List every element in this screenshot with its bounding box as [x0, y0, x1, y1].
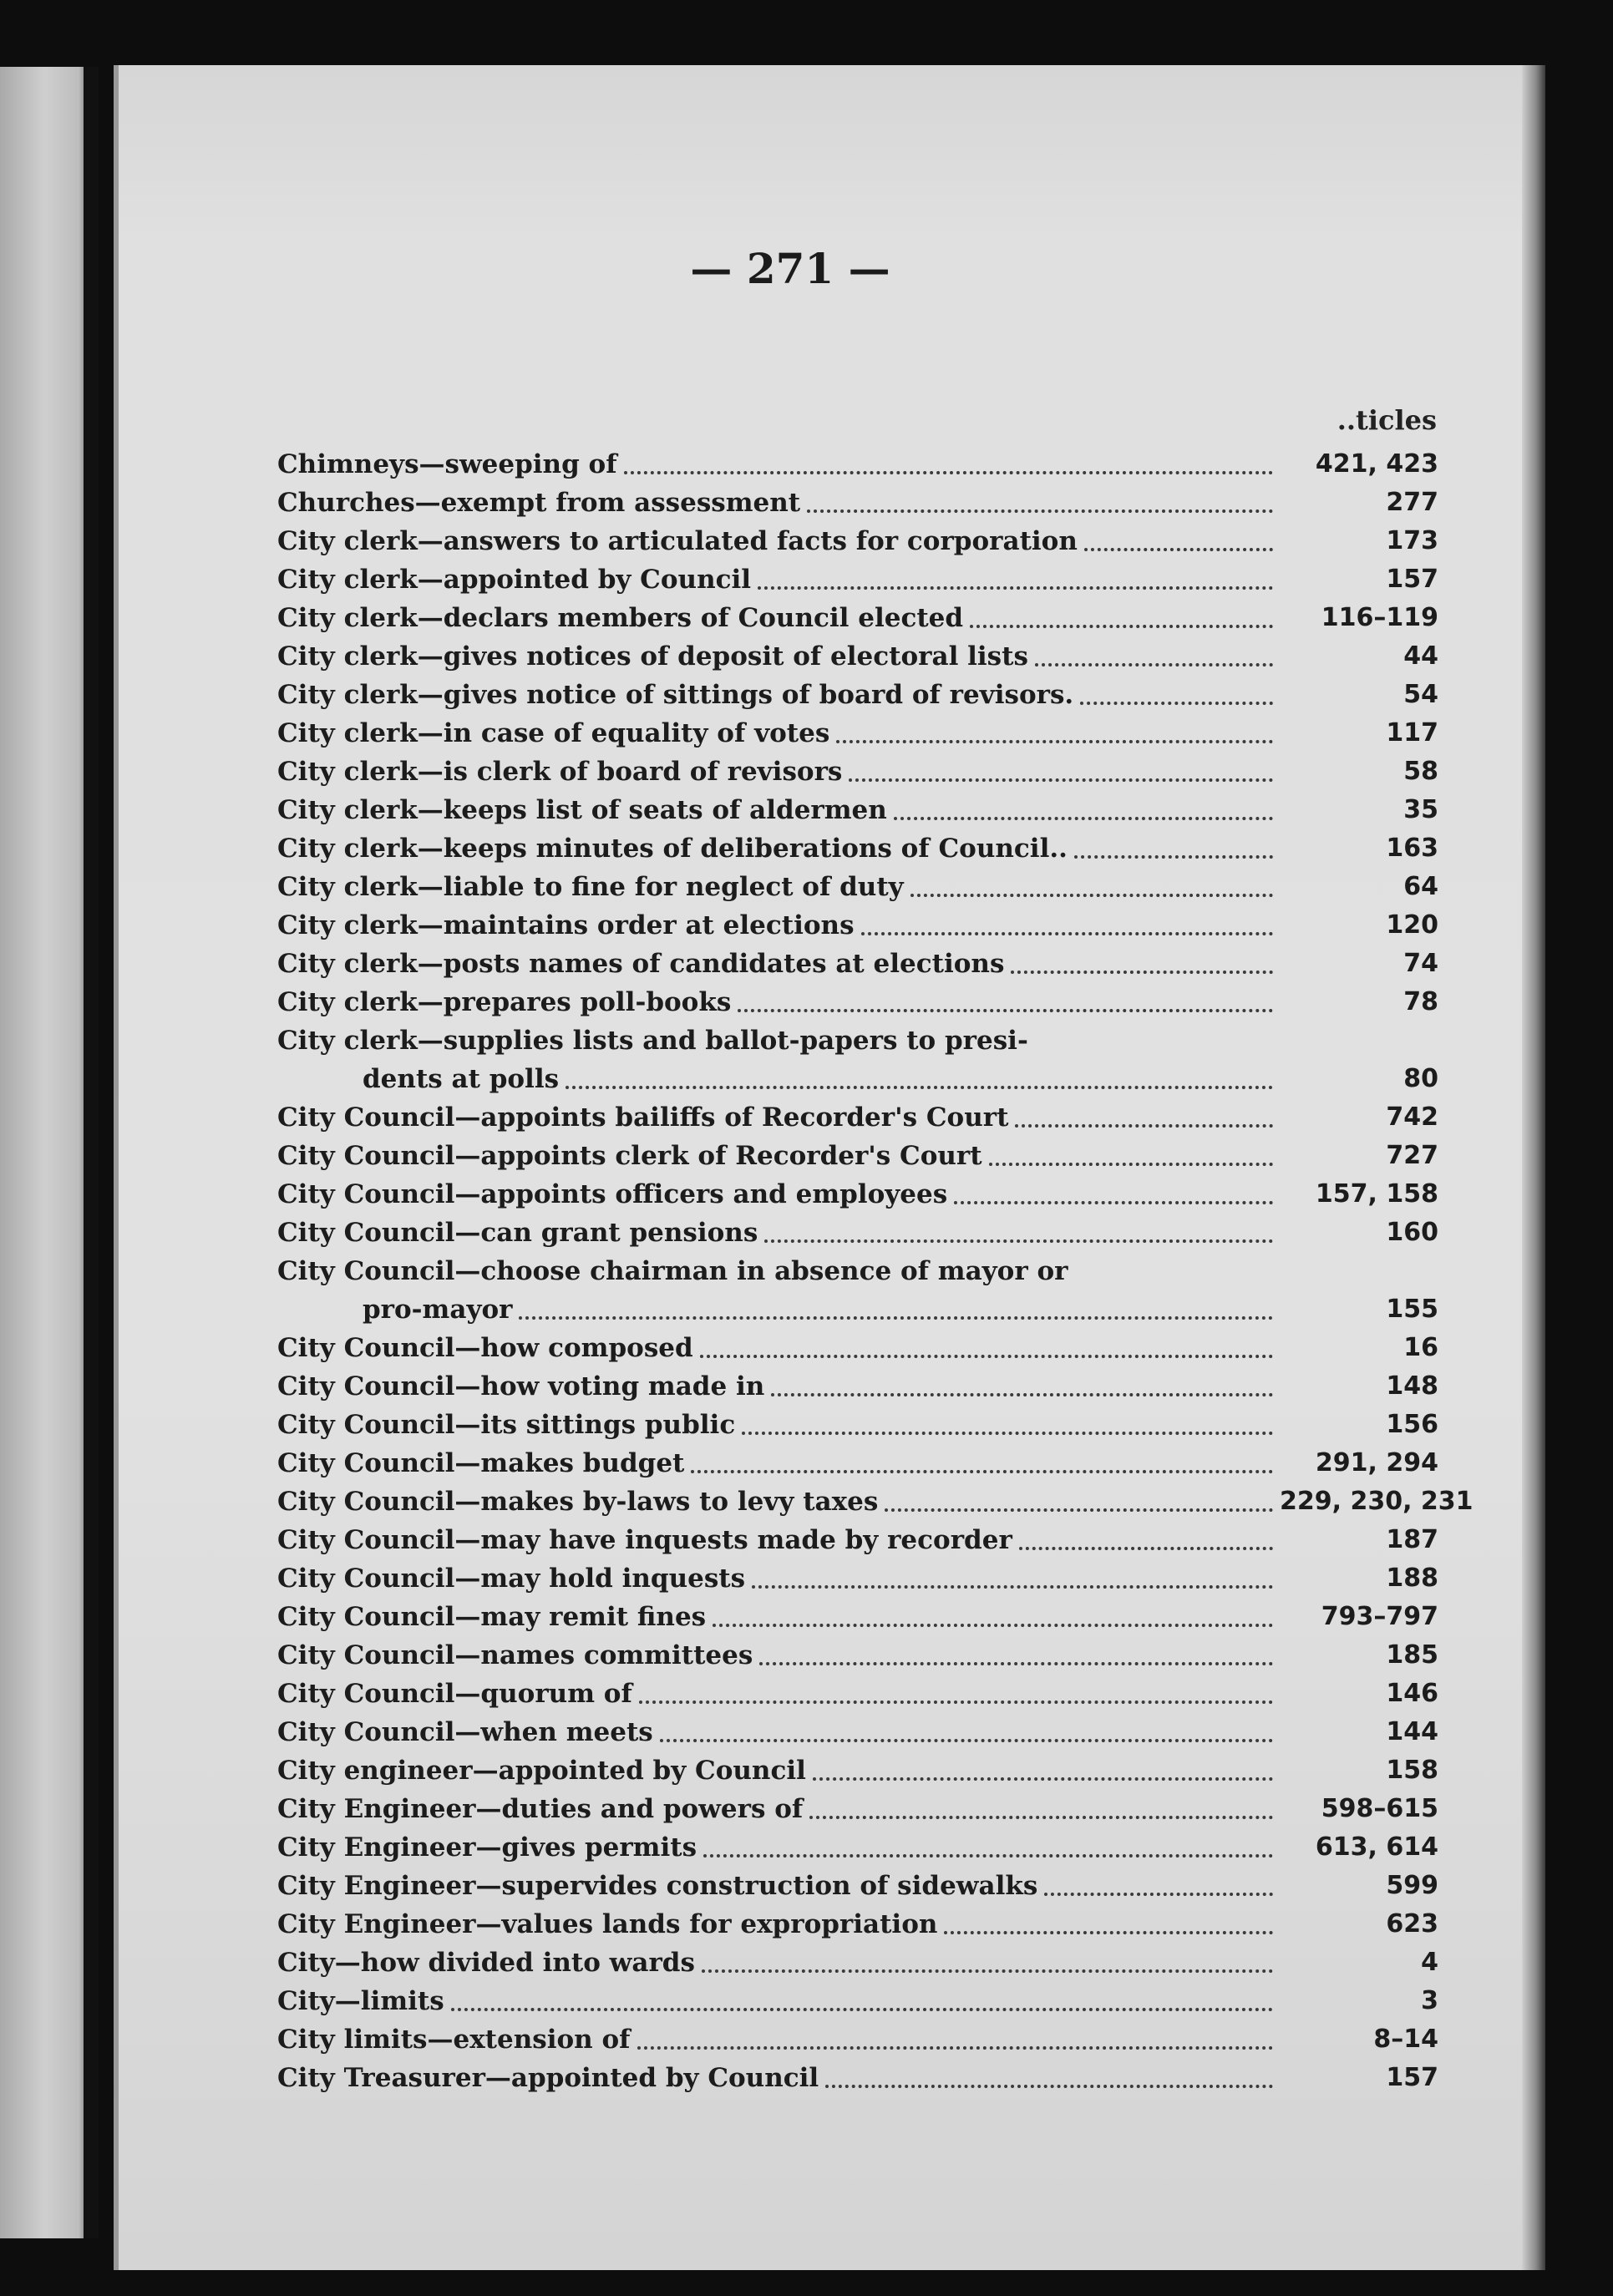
index-entry [277, 676, 1438, 714]
dot-leader [451, 2008, 1273, 2011]
index-entry [277, 1444, 1438, 1483]
entry-subject: City clerk—supplies lists and ballot-papers to presi- [277, 1026, 1028, 1056]
entry-articles: 58 [1403, 757, 1438, 786]
index-entry [277, 1252, 1438, 1290]
entry-subject: City—how divided into wards [277, 1948, 695, 1978]
entry-articles: 116–119 [1321, 603, 1438, 632]
dot-leader [758, 586, 1273, 590]
entry-articles: 157 [1386, 565, 1438, 594]
entry-subject: City Council—how composed [277, 1333, 693, 1363]
dot-leader [703, 1854, 1273, 1858]
entry-articles: 229, 230, 231 [1280, 1487, 1474, 1516]
entry-subject: City Council—may hold inquests [277, 1564, 746, 1594]
entry-subject: City clerk—gives notices of deposit of electoral lists [277, 641, 1028, 672]
entry-articles: 146 [1386, 1679, 1438, 1708]
dot-leader [660, 1739, 1273, 1742]
entry-subject: City clerk—is clerk of board of revisors [277, 757, 843, 787]
entry-articles: 173 [1386, 526, 1438, 555]
entry-articles: 277 [1386, 488, 1438, 517]
dot-leader [759, 1662, 1273, 1665]
entry-articles: 421, 423 [1315, 449, 1438, 479]
dot-leader [624, 471, 1273, 474]
entry-articles: 598–615 [1321, 1794, 1438, 1823]
dot-leader [566, 1086, 1273, 1089]
entry-subject: City Engineer—gives permits [277, 1832, 697, 1863]
entry-subject: City Treasurer—appointed by Council [277, 2063, 819, 2093]
dot-leader [970, 625, 1273, 628]
articles-column-header: ..ticles [1337, 404, 1437, 436]
index-entry-continuation [277, 1060, 1438, 1098]
entry-subject: City clerk—prepares poll-books [277, 987, 732, 1017]
entry-articles: 188 [1386, 1564, 1438, 1593]
index-entry [277, 1713, 1438, 1751]
entry-subject: City engineer—appointed by Council [277, 1756, 806, 1786]
entry-subject: City clerk—answers to articulated facts for corporation [277, 526, 1078, 556]
index-entry [277, 637, 1438, 676]
dot-leader [1080, 702, 1273, 705]
index-entry [277, 1021, 1438, 1060]
entry-subject: City limits—extension of [277, 2025, 631, 2055]
index-entry [277, 1636, 1438, 1675]
dot-leader [1074, 855, 1273, 859]
index-entry [277, 522, 1438, 560]
entry-subject: City Council—names committees [277, 1640, 753, 1670]
dot-leader [894, 817, 1273, 820]
entry-subject: City Engineer—duties and powers of [277, 1794, 804, 1824]
index-entry [277, 1675, 1438, 1713]
entry-articles: 144 [1386, 1717, 1438, 1746]
index-entry [277, 714, 1438, 753]
entry-subject: City Council—choose chairman in absence of mayor or [277, 1256, 1068, 1286]
entry-subject-continuation: pro-mayor [363, 1295, 513, 1325]
index-entry [277, 1944, 1438, 1982]
entry-articles: 613, 614 [1315, 1832, 1438, 1862]
dot-leader [807, 509, 1273, 513]
dot-leader [1019, 1547, 1273, 1550]
entry-subject: City Council—quorum of [277, 1679, 632, 1709]
index-entry [277, 1483, 1474, 1521]
dot-leader [849, 778, 1273, 782]
index-entry [277, 1598, 1438, 1636]
dot-leader [885, 1508, 1273, 1512]
index-entry [277, 1751, 1438, 1790]
entry-subject: City Council—may have inquests made by recorder [277, 1525, 1012, 1555]
entry-subject: City Council—when meets [277, 1717, 653, 1747]
dot-leader [809, 1816, 1273, 1819]
index-entry [277, 1175, 1438, 1214]
index-entry [277, 2020, 1438, 2059]
dot-leader [691, 1470, 1273, 1473]
entry-articles: 64 [1403, 872, 1438, 901]
entry-articles: 80 [1403, 1064, 1438, 1093]
index-entry-continuation [277, 1290, 1438, 1329]
index-page [114, 65, 1545, 2270]
entry-subject: City Council—appoints clerk of Recorder's Court [277, 1141, 982, 1171]
index-entry [277, 1329, 1438, 1367]
entry-articles: 291, 294 [1315, 1448, 1438, 1477]
index-entry [277, 829, 1438, 868]
entry-articles: 163 [1386, 834, 1438, 863]
index-entry [277, 1098, 1438, 1137]
dot-leader [836, 740, 1273, 743]
entry-subject: City Council—appoints officers and employees [277, 1179, 948, 1209]
entry-subject: City clerk—appointed by Council [277, 565, 752, 595]
index-entry [277, 484, 1438, 522]
index-entry [277, 1559, 1438, 1598]
index-entry [277, 1982, 1438, 2020]
dot-leader [764, 1239, 1273, 1243]
entry-articles: 44 [1403, 641, 1438, 671]
index-entry [277, 1406, 1438, 1444]
dot-leader [738, 1009, 1273, 1012]
entry-articles: 74 [1403, 949, 1438, 978]
entry-articles: 120 [1386, 910, 1438, 940]
entry-subject: City clerk—declars members of Council elected [277, 603, 964, 633]
index-entry [277, 1137, 1438, 1175]
entry-articles: 148 [1386, 1371, 1438, 1401]
index-entry [277, 2059, 1438, 2097]
entry-subject: City clerk—in case of equality of votes [277, 718, 830, 748]
entry-articles: 8–14 [1373, 2025, 1438, 2054]
entry-subject: City Council—makes budget [277, 1448, 685, 1478]
entry-subject: Chimneys—sweeping of [277, 449, 617, 479]
entry-articles: 3 [1421, 1986, 1438, 2015]
index-entry [277, 791, 1438, 829]
index-entry [277, 983, 1438, 1021]
dot-leader [1035, 663, 1273, 666]
entry-articles: 187 [1386, 1525, 1438, 1554]
book-spine-shadow [84, 67, 99, 2238]
entry-subject: City clerk—keeps list of seats of aldermen [277, 795, 887, 825]
adjacent-page-edge [0, 67, 99, 2238]
entry-articles: 4 [1421, 1948, 1438, 1977]
entry-subject: City Council—may remit fines [277, 1602, 707, 1632]
dot-leader [1084, 548, 1273, 551]
page-number: — 271 — [690, 244, 890, 293]
index-entry [277, 1367, 1438, 1406]
entry-subject: Churches—exempt from assessment [277, 488, 801, 518]
dot-leader [713, 1624, 1273, 1627]
dot-leader [825, 2085, 1273, 2088]
dot-leader [519, 1316, 1273, 1320]
entry-subject: City clerk—posts names of candidates at elections [277, 949, 1005, 979]
index-entry [277, 560, 1438, 599]
dot-leader [1015, 1124, 1273, 1128]
dot-leader [637, 2046, 1273, 2050]
entry-subject: City Council—appoints bailiffs of Recorder's Court [277, 1102, 1009, 1133]
dot-leader [989, 1163, 1273, 1166]
entry-articles: 156 [1386, 1410, 1438, 1439]
index-entry [277, 753, 1438, 791]
entry-articles: 158 [1386, 1756, 1438, 1785]
entry-articles: 185 [1386, 1640, 1438, 1670]
entry-subject: City Council—can grant pensions [277, 1218, 758, 1248]
entry-articles: 727 [1386, 1141, 1438, 1170]
entry-subject-continuation: dents at polls [363, 1064, 560, 1094]
dot-leader [861, 932, 1273, 935]
index-entry [277, 1521, 1438, 1559]
dot-leader [742, 1432, 1273, 1435]
entry-articles: 78 [1403, 987, 1438, 1016]
entry-subject: City—limits [277, 1986, 444, 2016]
entry-subject: City Engineer—supervides construction of sidewalks [277, 1871, 1038, 1901]
entry-subject: City Engineer—values lands for expropriation [277, 1909, 938, 1939]
index-entry [277, 445, 1438, 484]
entry-articles: 54 [1403, 680, 1438, 709]
entry-subject: City Council—its sittings public [277, 1410, 736, 1440]
dot-leader [813, 1777, 1273, 1781]
entry-articles: 35 [1403, 795, 1438, 824]
index-entry [277, 1214, 1438, 1252]
index-entry [277, 1790, 1438, 1828]
dot-leader [944, 1931, 1273, 1934]
entry-subject: City clerk—keeps minutes of deliberations of Council.. [277, 834, 1068, 864]
entry-articles: 155 [1386, 1295, 1438, 1324]
dot-leader [700, 1355, 1273, 1358]
dot-leader [752, 1585, 1273, 1589]
entry-subject: City clerk—liable to fine for neglect of duty [277, 872, 904, 902]
entry-subject: City Council—makes by-laws to levy taxes [277, 1487, 879, 1517]
index-entry [277, 868, 1438, 906]
entry-articles: 157, 158 [1315, 1179, 1438, 1209]
entry-articles: 16 [1403, 1333, 1438, 1362]
entry-articles: 742 [1386, 1102, 1438, 1132]
entry-subject: City clerk—gives notice of sittings of board of revisors. [277, 680, 1074, 710]
dot-leader [1044, 1893, 1273, 1896]
dot-leader [639, 1700, 1273, 1704]
dot-leader [910, 894, 1273, 897]
dot-leader [702, 1969, 1273, 1973]
entry-subject: City Council—how voting made in [277, 1371, 765, 1401]
index-entry [277, 599, 1438, 637]
index-list [277, 445, 1474, 2097]
dot-leader [954, 1201, 1273, 1204]
index-entry [277, 945, 1438, 983]
entry-articles: 117 [1386, 718, 1438, 748]
entry-articles: 599 [1386, 1871, 1438, 1900]
entry-articles: 157 [1386, 2063, 1438, 2092]
index-entry [277, 906, 1438, 945]
entry-articles: 793–797 [1321, 1602, 1438, 1631]
dot-leader [1011, 971, 1273, 974]
index-entry [277, 1828, 1438, 1867]
entry-articles: 160 [1386, 1218, 1438, 1247]
entry-articles: 623 [1386, 1909, 1438, 1939]
index-entry [277, 1867, 1438, 1905]
index-entry [277, 1905, 1438, 1944]
dot-leader [771, 1393, 1273, 1396]
entry-subject: City clerk—maintains order at elections [277, 910, 855, 940]
